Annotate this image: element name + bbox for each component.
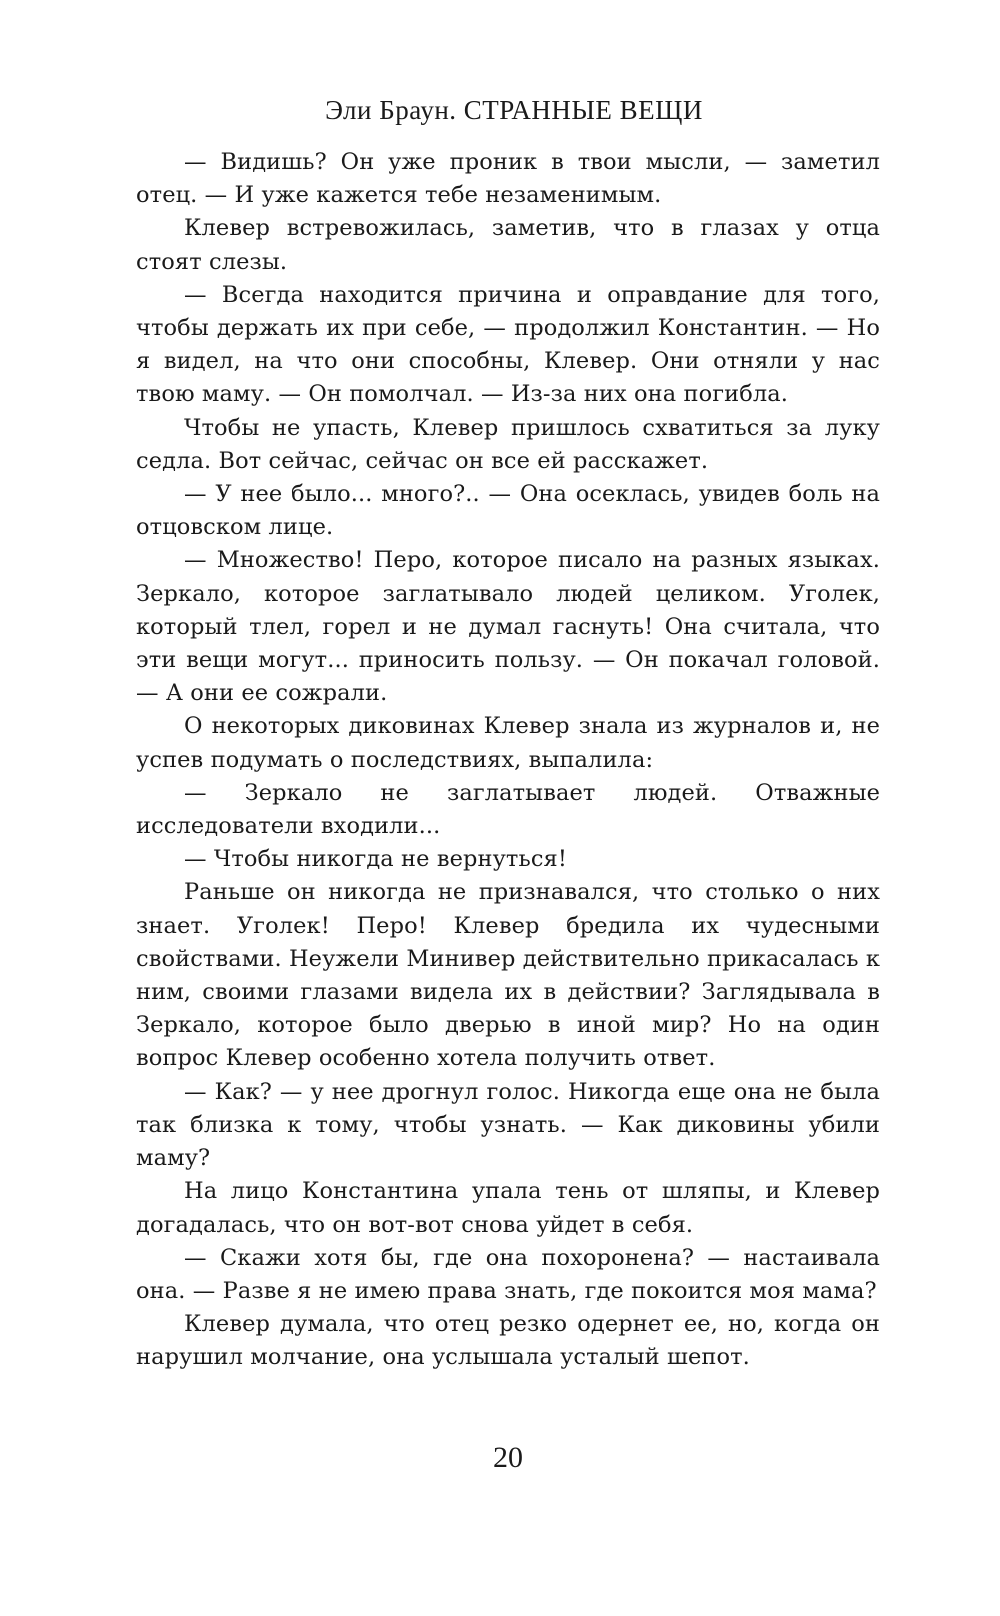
paragraph: О некоторых диковинах Клевер знала из журналов и, не успев подумать о последствиях, выпалила:: [136, 713, 880, 773]
paragraph: Клевер встревожилась, заметив, что в глазах у отца стоят слезы.: [136, 215, 880, 275]
paragraph: — Чтобы никогда не вернуться!: [184, 846, 567, 873]
paragraph: На лицо Константина упала тень от шляпы, и Клевер догадалась, что он вот-вот снова уйдет в себя.: [136, 1178, 880, 1238]
paragraph: — У нее было... много?.. — Она осеклась, увидев боль на отцовском лице.: [136, 481, 880, 541]
paragraph: — Зеркало не заглатывает людей. Отважные исследователи входили...: [136, 779, 880, 840]
paragraph: — Скажи хотя бы, где она похоронена? — настаивала она. — Разве я не имею права знать, где покоится моя мама?: [136, 1244, 880, 1304]
paragraph: — Множество! Перо, которое писало на разных языках. Зеркало, которое заглатывало людей целиком. Уголек, который тлел, горел и не думал гаснуть! Она считала, что эти вещи могут... приносить пользу. — Он покачал головой. — А они ее сожрали.: [136, 547, 880, 707]
book-page: [136, 90, 880, 1550]
paragraph: Клевер думала, что отец резко одернет ее, но, когда он нарушил молчание, она услышала усталый шепот.: [136, 1311, 880, 1371]
body-text: [136, 146, 880, 1375]
page-number: 20: [493, 1441, 523, 1474]
paragraph: — Как? — у нее дрогнул голос. Никогда еще она не была так близка к тому, чтобы узнать. — Как диковины убили маму?: [136, 1078, 880, 1172]
paragraph: Раньше он никогда не признавался, что столько о них знает. Уголек! Перо! Клевер бредила их чудесными свойствами. Неужели Минивер действительно прикасалась к ним, своими глазами видела их в действии? Заглядывала в Зеркало, которое было дверью в иной мир? Но на один вопрос Клевер особенно хотела получить ответ.: [136, 879, 880, 1072]
paragraph: — Всегда находится причина и оправдание для того, чтобы держать их при себе, — продолжил Константин. — Но я видел, на что они способны, Клевер. Они отняли у нас твою маму. — Он помолчал. — Из-за них она погибла.: [136, 281, 880, 408]
paragraph: Чтобы не упасть, Клевер пришлось схватиться за луку седла. Вот сейчас, сейчас он все ей расскажет.: [136, 414, 880, 474]
running-head: Эли Браун. СТРАННЫЕ ВЕЩИ: [325, 95, 703, 125]
paragraph: — Видишь? Он уже проник в твои мысли, — заметил отец. — И уже кажется тебе незаменимым.: [136, 149, 880, 209]
